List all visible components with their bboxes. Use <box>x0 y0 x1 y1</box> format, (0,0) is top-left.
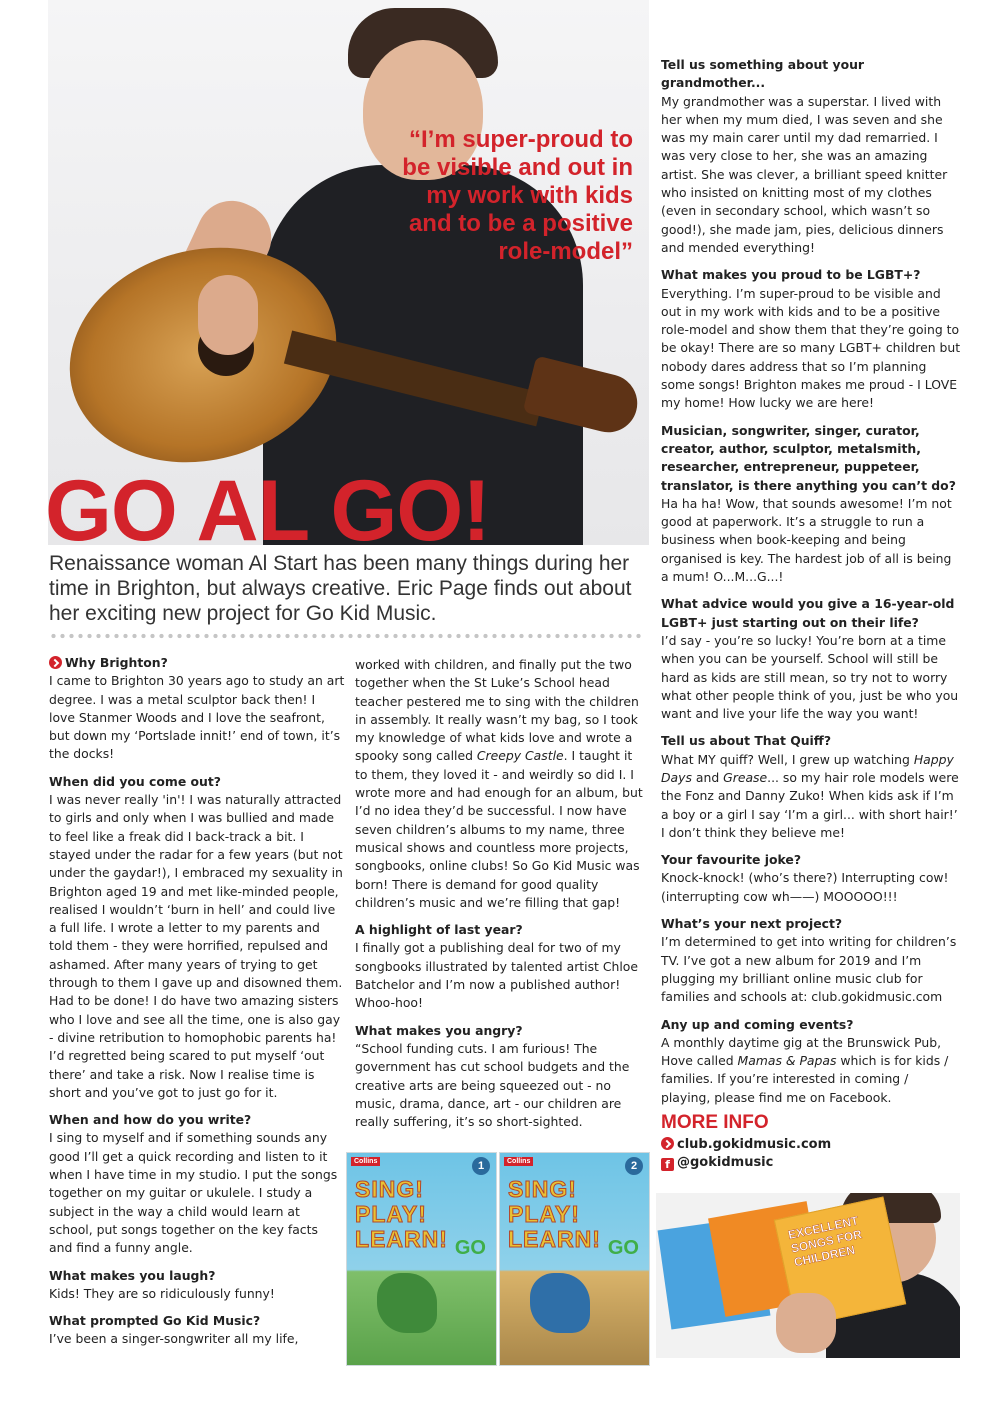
chevron-right-icon <box>661 1137 674 1150</box>
answer-text: I finally got a publishing deal for two of my songbooks illustrated by talented artist Chloe Batchelor and I’m now a published author! Whoo-hoo! <box>355 940 639 1011</box>
dotted-divider <box>49 633 641 639</box>
column-3 <box>661 56 961 1116</box>
question-heading: What makes you laugh? <box>49 1267 216 1283</box>
person-hand <box>198 275 258 355</box>
go-kid-music-logo: GO <box>454 1237 486 1259</box>
book-number-badge: 1 <box>472 1157 490 1175</box>
column-2 <box>355 656 646 1140</box>
question-heading: What makes you angry? <box>355 1022 523 1038</box>
facebook-icon: f <box>661 1158 674 1171</box>
question-heading: When did you come out? <box>49 773 221 789</box>
chevron-right-icon <box>49 656 62 669</box>
question-heading: When and how do you write? <box>49 1112 252 1128</box>
website-link[interactable]: club.gokidmusic.com <box>661 1137 831 1152</box>
question-heading: Musician, songwriter, singer, curator, creator, author, sculptor, metalsmith, researcher, entrepreneur, puppeteer, translator, is there anything you can’t do? <box>661 422 956 493</box>
answer-text: I’m determined to get into writing for children’s TV. I’ve got a new album for 2019 and I’m plugging my brilliant online music club for families and schools at: club.gokidmusic.com <box>661 934 957 1005</box>
answer-text: “School funding cuts. I am furious! The government has cut school budgets and the creative arts are being squeezed out - no music, drama, dance, art - our children are really suffering, it’s so short-sighted. <box>355 1040 630 1130</box>
book-number-badge: 2 <box>625 1157 643 1175</box>
more-info-title: MORE INFO <box>661 1112 769 1133</box>
answer-text: What MY quiff? Well, I grew up watching Happy Days and Grease... so my hair role models were the Fonz and Danny Zuko! When kids ask if I’m a boy or a girl I say ‘I’m a girl... with short hair!’ I don’t think they believe me! <box>661 751 959 840</box>
question-heading: What makes you proud to be LGBT+? <box>661 267 921 283</box>
go-kid-music-logo: GO <box>607 1237 639 1259</box>
answer-text: A monthly daytime gig at the Brunswick Pub, Hove called Mamas & Papas which is for kids / families. If you’re interested in coming / playing, please find me on Facebook. <box>661 1034 949 1105</box>
headline: GO AL GO! <box>45 463 490 559</box>
dinosaur-illustration <box>377 1273 437 1333</box>
book-title: SING! PLAY! LEARN! <box>355 1176 448 1252</box>
question-heading: What advice would you give a 16-year-old LGBT+ just starting out on their life? <box>661 596 955 630</box>
songbook-cover-2 <box>499 1152 650 1366</box>
songbook-cover-1 <box>346 1152 497 1366</box>
publisher-logo: Collins <box>504 1157 533 1166</box>
answer-text: Knock-knock! (who’s there?) Interrupting cow! (interrupting cow wh——) MOOOOO!!! <box>661 870 949 904</box>
question-heading: Tell us something about your grandmother... <box>661 57 865 91</box>
question-heading: What prompted Go Kid Music? <box>49 1313 261 1329</box>
answer-text: Ha ha ha! Wow, that sounds awesome! I’m not good at paperwork. It’s a struggle to run a business when book-keeping and being organised is key. The hardest job of all is being a mum! O...M...G...! <box>661 495 952 585</box>
answer-text: Everything. I’m super-proud to be visible and out in my work with kids and to be a positive role-model and show them that they’re going to be okay! There are so many LGBT+ children but nobody dares address that so I’m planning some songs! Brighton makes me proud - I LOVE my home! How lucky we are here! <box>661 285 961 411</box>
question-heading: A highlight of last year? <box>355 922 523 938</box>
dragon-illustration <box>530 1273 590 1333</box>
person-hand <box>776 1293 836 1353</box>
book-title: SING! PLAY! LEARN! <box>508 1176 601 1252</box>
question-heading: What’s your next project? <box>661 916 843 932</box>
question-heading: Why Brighton? <box>49 654 345 672</box>
standfirst: Renaissance woman Al Start has been many things during her time in Brighton, but always creative. Eric Page finds out about her exciting new project for Go Kid Music. <box>49 552 632 625</box>
answer-text: My grandmother was a superstar. I lived with her when my mum died, I was seven and she was my main carer until my dad remarried. I was very close to her, she was an amazing artist. She was clever, a brilliant speed knitter who insisted on knitting most of my clothes (even in secondary school, which wasn’t so good!), she made jam, pies, delicious dinners and mended everything! <box>661 93 948 255</box>
answer-text: I’d say - you’re so lucky! You’re born at a time when you can be yourself. School will still be hard as kids are still mean, so try not to worry what other people think of you, just be who you want and live your life the way you want! <box>661 632 959 722</box>
answer-text: I came to Brighton 30 years ago to study an art degree. I was a metal sculptor back then! I love Stanmer Woods and I love the seafront, but down my ‘Portslade innit!’ end of town, it’s the docks! <box>49 673 345 762</box>
facebook-link[interactable]: f @gokidmusic <box>661 1155 773 1171</box>
question-heading: Tell us about That Quiff? <box>661 733 832 749</box>
publisher-logo: Collins <box>351 1157 380 1166</box>
cd-title: EXCELLENT SONGS FOR CHILDREN <box>786 1213 864 1270</box>
answer-text-continued: worked with children, and finally put the two together when the St Luke’s School head teacher pestered me to sing with the children in assembly. It really wasn’t my bag, so I took my knowledge of what kids love and wrote a spooky song called Creepy Castle. I taught it to them, they loved it - and weirdly so did I. I wrote more and had enough for an album, but I’d no idea they’d be successful. I now have seven children’s albums to my name, three musical shows and countless more projects, songbooks, online clubs! So Go Kid Music was born! There is demand for good quality children’s music and we’re filling that gap! <box>355 657 643 910</box>
answer-text: Kids! They are so ridiculously funny! <box>49 1285 275 1301</box>
question-heading: Any up and coming events? <box>661 1016 854 1032</box>
answer-text: I sing to myself and if something sounds any good I’ll get a quick recording and listen to it when I have time in my studio. I put the songs together on my guitar or ukulele. I study a subject in the way a child would learn at school, put songs together on the key facts and find a funny angle. <box>49 1130 338 1256</box>
column-1 <box>49 654 345 1358</box>
question-heading: Your favourite joke? <box>661 852 802 868</box>
answer-text: I was never really 'in'! I was naturally attracted to girls and only when I was bullied and made to feel like a freak did I back-track a bit. I stayed under the radar for a few years (but not under the gaydar!), I embraced my sexuality in Brighton aged 19 and met like-minded people, realised I wouldn’t ‘burn in hell’ and could live a full life. I wrote a letter to my parents and told them - they were horrified, repulsed and ashamed. After many years of trying to get through to them I gave up and disowned them. Had to be done! I do have two amazing sisters who I love and see all the time, one is also gay - divine retribution to homophobic parents ha! I’d regretted being scared to put myself ‘out there’ and take a risk. Now I realise time is short and you’ve got to just go for it. <box>49 792 343 1100</box>
answer-text: I’ve been a singer-songwriter all my life, <box>49 1331 299 1347</box>
author-with-cds-photo <box>656 1193 960 1358</box>
pull-quote: “I’m super-proud to be visible and out in my work with kids and to be a positive role-model” <box>402 126 633 265</box>
